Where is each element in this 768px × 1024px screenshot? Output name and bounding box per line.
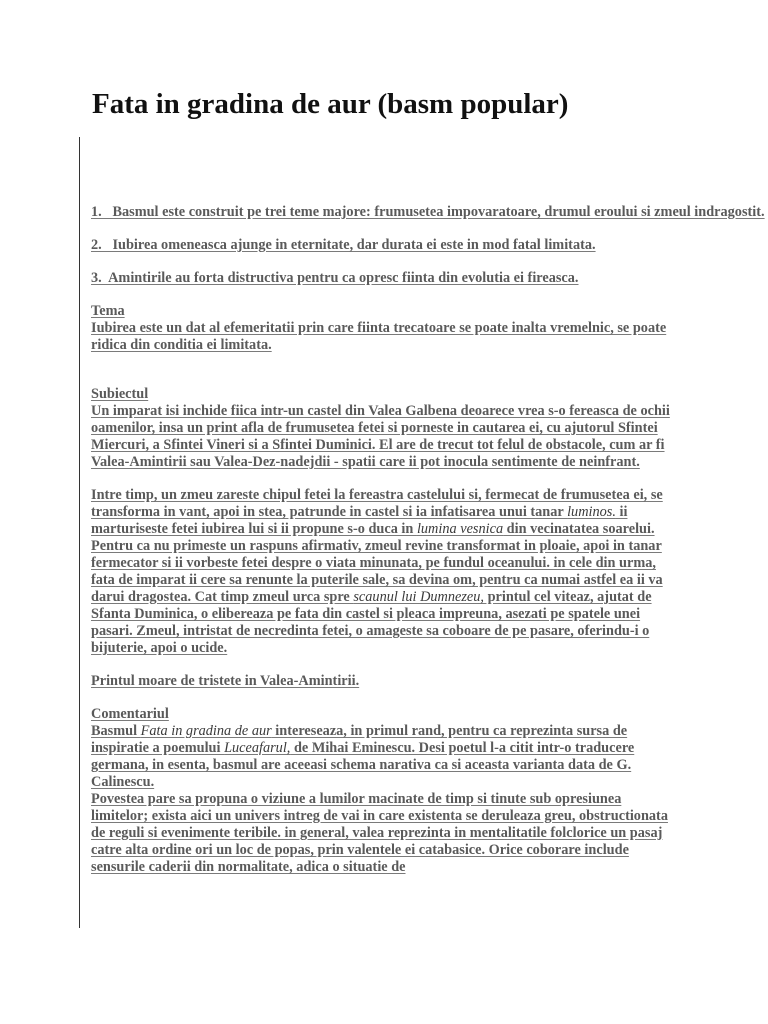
italic-text: Fata in gradina de aur <box>140 723 272 739</box>
tema-heading: Tema <box>91 303 125 319</box>
comentariul-paragraph-2: Povestea pare sa propuna o viziune a lumilor macinate de timp si tinute sub opresiunea limitelor; exista aici un univers intreg de vai in care existenta se deruleaza greu, obstructionata de reguli si evenimente teribile. in general, valea reprezinta in mentalitatile folclorice un pasaj catre alta ordine ori un loc de popas, prin valentele ei catabasice. Orice coborare include sensurile caderii din normalitate, adica o situatie de <box>91 791 668 875</box>
list-item-text: 1. Basmul este construit pe trei teme majore: frumusetea impovaratoare, drumul eroului si zmeul indragostit. <box>91 204 765 220</box>
document-title: Fata in gradina de aur (basm popular) <box>92 88 569 120</box>
subiectul-paragraph-1: Un imparat isi inchide fiica intr-un castel din Valea Galbena deoarece vrea s-o fereasca de ochii oamenilor, insa un print afla de frumusetea fetei si porneste in cautarea ei, cu ajutorul Sfintei Miercuri, a Sfintei Vineri si a Sfintei Duminici. El are de trecut tot felul de obstacole, cum ar fi Valea-Amintirii sau Valea-Dez-nadejdii - spatii care ii pot inocula sentimente de neinfrant. <box>91 403 670 470</box>
italic-text: lumina vesnica <box>416 521 504 537</box>
comentariul-heading: Comentariul <box>91 706 169 722</box>
list-item-1 <box>91 204 765 221</box>
italic-text: luminos. <box>567 504 616 520</box>
italic-text: scaunul lui Dumnezeu, <box>353 589 484 605</box>
list-item-2 <box>91 237 677 254</box>
subiectul-heading: Subiectul <box>91 386 149 402</box>
list-item-text: 3. Amintirile au forta distructiva pentru ca opresc fiinta din evolutia ei fireasca. <box>91 270 579 286</box>
tema-text: Iubirea este un dat al efemeritatii prin care fiinta trecatoare se poate inalta vremelnic, se poate ridica din conditia ei limitata. <box>91 320 667 353</box>
comentariul-paragraph-1: Basmul Fata in gradina de aur intereseaza, in primul rand, pentru ca reprezinta sursa de inspiratie a poemului Luceafarul, de Mihai Eminescu. Desi poetul l-a citit intr-o traducere germana, in esenta, basmul are aceeasi schema narativa ca si aceasta varianta data de G. Calinescu. <box>91 723 635 790</box>
document-body <box>91 204 765 876</box>
list-item-text: 2. Iubirea omeneasca ajunge in eternitate, dar durata ei este in mod fatal limitata. <box>91 237 596 253</box>
subiectul-paragraph-3: Printul moare de tristete in Valea-Amintirii. <box>91 673 360 689</box>
subiectul-paragraph-2: Intre timp, un zmeu zareste chipul fetei la fereastra castelului si, fermecat de frumusetea ei, se transforma in vant, apoi in stea, patrunde in castel si ia infatisarea unui tanar luminos. ii marturiseste fetei iubirea lui si ii propune s-o duca in lumina vesnica din vecinatatea soarelui. Pentru ca nu primeste un raspuns afirmativ, zmeul revine transformat in ploaie, apoi in tanar fermecator si ii vorbeste fetei despre o viata minunata, pe fundul oceanului. in cele din urma, fata de imparat ii cere sa renunte la puterile sale, sa devina om, pentru ca numai astfel ea ii va darui dragostea. Cat timp zmeul urca spre scaunul lui Dumnezeu, printul cel viteaz, ajutat de Sfanta Duminica, o elibereaza pe fata din castel si pleaca impreuna, asezati pe spatele unei pasari. Zmeul, intristat de necredinta fetei, o amageste sa coboare de pe pasare, oferindu-i o bijuterie, apoi o ucide. <box>91 487 663 656</box>
margin-rule <box>79 137 80 928</box>
list-item-3 <box>91 270 677 287</box>
italic-text: Luceafarul, <box>224 740 291 756</box>
